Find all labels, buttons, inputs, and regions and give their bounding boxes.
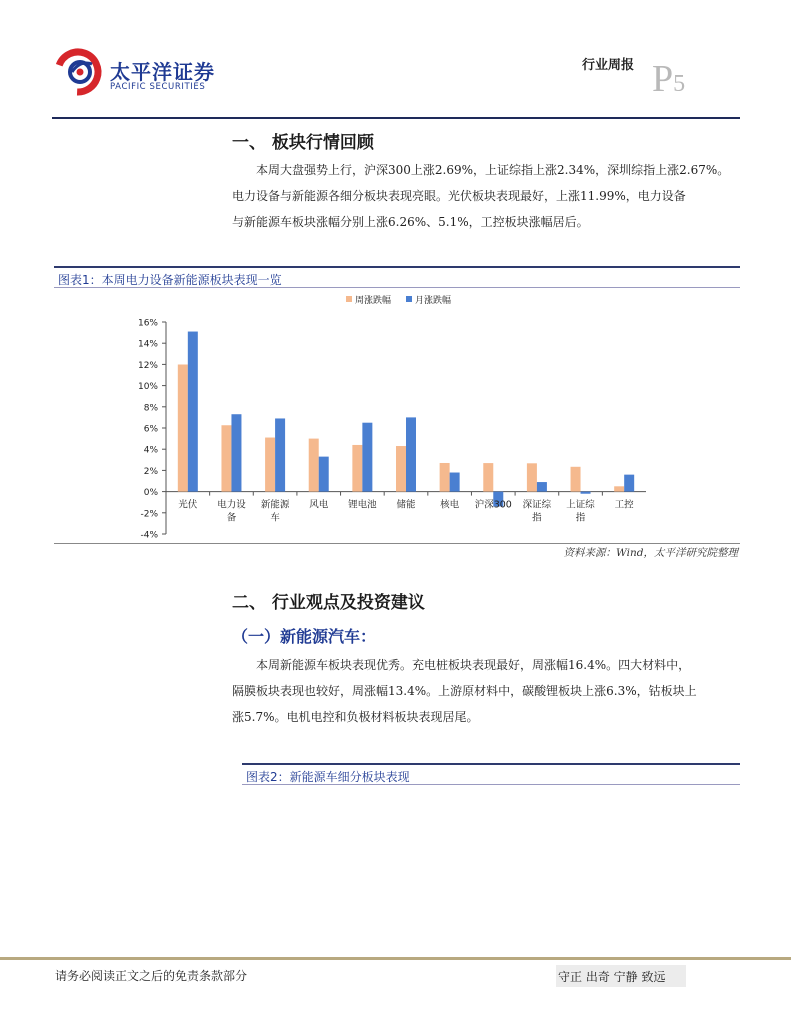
bar-weekly (178, 365, 188, 492)
section1-line-3: 与新能源车板块涨幅分别上涨6.26%、5.1%，工控板块涨幅居后。 (232, 215, 589, 229)
x-category-label: 上证综 (566, 499, 595, 511)
x-category-label: 核电 (440, 499, 460, 511)
section1-line-1: 本周大盘强势上行，沪深300上涨2.69%，上证综指上涨2.34%，深圳综指上涨2.67%。 (256, 163, 730, 177)
company-logo (52, 42, 222, 100)
bar-weekly (614, 486, 624, 491)
section2-heading: 二、 行业观点及投资建议 (232, 593, 425, 613)
bar-weekly (527, 463, 537, 491)
bar-monthly (624, 475, 634, 492)
figure2-title-bar (242, 763, 740, 785)
page-number-digit: 5 (673, 71, 686, 97)
bar-weekly (352, 445, 362, 492)
y-tick-label: 14% (137, 339, 158, 350)
report-type: 行业周报 (582, 58, 635, 73)
section1-paragraph (232, 157, 742, 235)
y-tick-label: 12% (137, 360, 158, 371)
y-tick-label: 4% (143, 445, 158, 456)
bar-monthly (319, 457, 329, 492)
bar-weekly (221, 425, 231, 491)
bar-monthly (188, 332, 198, 492)
section2-paragraph (232, 652, 742, 730)
figure1-chart-area (54, 286, 740, 544)
section1-line-2: 电力设备与新能源各细分板块表现亮眼。光伏板块表现最好，上涨11.99%，电力设备 (232, 189, 686, 203)
x-category-label: 备 (226, 512, 237, 524)
legend-swatch-monthly (406, 296, 412, 302)
x-category-label: 电力设 (217, 499, 246, 511)
y-tick-label: 0% (143, 488, 158, 499)
x-category-label: 深证综 (522, 499, 552, 511)
page-letter: P (652, 58, 674, 100)
legend-label-monthly: 月涨跌幅 (415, 296, 452, 306)
x-category-label: 风电 (309, 499, 329, 511)
header-divider (52, 117, 740, 119)
figure1-title-bar (54, 266, 740, 288)
y-tick-label: -4% (140, 530, 158, 541)
y-tick-label: -2% (140, 509, 158, 520)
bar-monthly (450, 473, 460, 492)
section2-line-3: 涨5.7%。电机电控和负极材料板块表现居尾。 (232, 710, 479, 724)
x-category-label: 新能源 (260, 499, 290, 511)
bar-monthly (406, 417, 416, 491)
y-tick-label: 10% (137, 382, 158, 393)
bar-weekly (309, 439, 319, 492)
bar-weekly (265, 438, 275, 492)
x-category-label: 工控 (614, 499, 634, 511)
page-number (652, 60, 685, 103)
bar-weekly (483, 463, 493, 492)
bar-monthly (275, 418, 285, 491)
figure1-source: 资料来源：Wind，太平洋研究院整理 (563, 547, 738, 559)
company-name-en: PACIFIC SECURITIES (110, 82, 206, 92)
bar-monthly (537, 482, 547, 492)
pacific-securities-logo-icon (52, 42, 108, 100)
bar-monthly (362, 423, 372, 492)
company-name-cn: 太平洋证券 (110, 60, 215, 84)
x-category-label: 指 (532, 512, 542, 524)
footer-divider (0, 957, 791, 960)
x-category-label: 指 (575, 512, 586, 524)
bar-monthly (231, 414, 241, 491)
figure2-title: 图表2：新能源车细分板块表现 (246, 770, 410, 784)
bar-weekly (440, 463, 450, 492)
bar-monthly (581, 492, 591, 494)
x-category-label: 光伏 (178, 499, 198, 511)
y-tick-label: 8% (143, 403, 158, 414)
bar-weekly (571, 467, 581, 492)
x-category-label: 锂电池 (348, 499, 377, 511)
section2-line-2: 隔膜板块表现也较好，周涨幅13.4%。上游原材料中，碳酸锂板块上涨6.3%，钴板块上 (232, 684, 697, 698)
legend-swatch-weekly (346, 296, 352, 302)
x-category-label: 储能 (396, 499, 416, 511)
y-tick-label: 2% (143, 466, 158, 477)
legend-label-weekly: 周涨跌幅 (355, 296, 392, 306)
y-tick-label: 6% (143, 424, 158, 435)
bar-chart (54, 286, 740, 542)
figure1-title: 图表1：本周电力设备新能源板块表现一览 (58, 273, 282, 287)
bar-weekly (396, 446, 406, 492)
x-category-label: 车 (270, 512, 280, 524)
footer-disclaimer: 请务必阅读正文之后的免责条款部分 (55, 969, 248, 983)
section2-line-1: 本周新能源车板块表现优秀。充电桩板块表现最好，周涨幅16.4%。四大材料中， (256, 658, 691, 672)
footer-slogan: 守正 出奇 宁静 致远 (556, 965, 686, 987)
section2-subheading: （一）新能源汽车： (232, 627, 377, 646)
section1-heading: 一、 板块行情回顾 (232, 133, 374, 153)
y-tick-label: 16% (137, 318, 158, 329)
x-category-label: 沪深300 (474, 499, 512, 511)
